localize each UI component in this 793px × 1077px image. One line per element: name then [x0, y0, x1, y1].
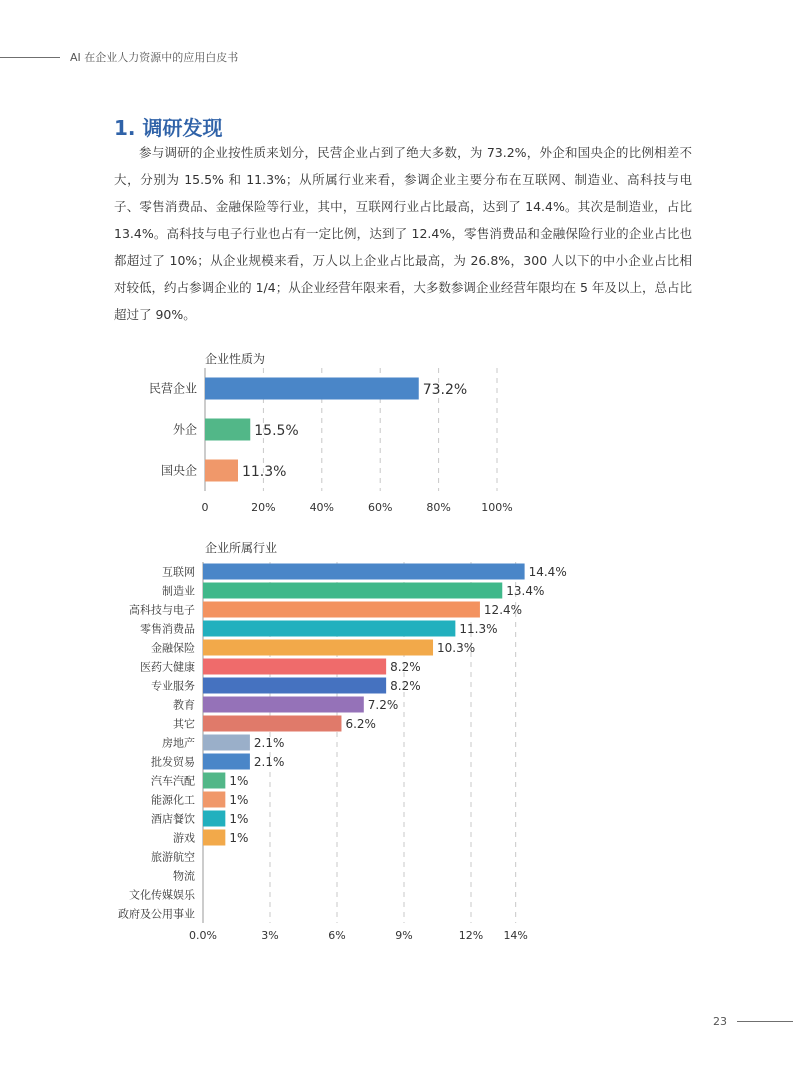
- header-title: AI 在企业人力资源中的应用白皮书: [70, 51, 239, 64]
- bar: [203, 830, 225, 846]
- bar: [203, 811, 225, 827]
- category-label: 政府及公用事业: [118, 907, 195, 921]
- data-label: 2.1%: [253, 736, 285, 751]
- data-label: 10.3%: [437, 641, 476, 656]
- data-label: 1%: [229, 774, 249, 789]
- body-paragraph: 参与调研的企业按性质来划分，民营企业占到了绝大多数，为 73.2%，外企和国央企的比例相差不大，分别为 15.5% 和 11.3%；从所属行业来看，参调企业主要分布在互联网、制造业、高科技与电子、零售消费品、金融保险等行业，其中，互联网行业占比最高，达到了 14.4%。其次是制造业，占比 13.4%。高科技与电子行业也占有一定比例，达到了 12.4%，零售消费品和金融保险行业的企业占比也都超过了 10%；从企业规模来看，万人以上企业占比最高，为 26.8%，300 人以下的中小企业占比相对较低，约占参调企业的 1/4；从企业经营年限来看，大多数参调企业经营年限均在 5 年及以上，总占比超过了 90%。: [114, 145, 692, 322]
- page-number: 23: [713, 1015, 727, 1028]
- x-tick-label: 0.0%: [189, 929, 217, 942]
- bar: [203, 583, 502, 599]
- bar: [203, 564, 525, 580]
- data-label: 13.4%: [506, 584, 545, 599]
- bar: [203, 716, 341, 732]
- data-label: 8.2%: [390, 679, 421, 694]
- x-tick-label: 9%: [395, 929, 413, 942]
- bar: [203, 735, 250, 751]
- data-label: 2.1%: [253, 755, 285, 770]
- bar: [203, 754, 250, 770]
- category-label: 教育: [173, 698, 195, 712]
- bar: [203, 640, 433, 656]
- bar: [205, 378, 419, 400]
- x-tick-label: 12%: [458, 929, 484, 942]
- data-label: 6.2%: [345, 717, 376, 732]
- bar: [203, 659, 386, 675]
- data-label: 15.5%: [254, 422, 299, 439]
- data-label: 1%: [229, 793, 249, 808]
- bar: [203, 602, 480, 618]
- category-label: 文化传媒娱乐: [129, 888, 195, 902]
- x-tick-label: 20%: [251, 501, 276, 514]
- x-tick-label: 80%: [426, 501, 451, 514]
- category-label: 外企: [172, 422, 197, 437]
- category-label: 金融保险: [151, 641, 195, 655]
- category-label: 旅游航空: [151, 850, 195, 864]
- chart-title-company-nature: 企业性质为: [205, 352, 266, 366]
- section-heading: 1. 调研发现: [114, 116, 223, 140]
- category-label: 互联网: [162, 565, 195, 579]
- data-label: 11.3%: [241, 463, 287, 480]
- data-label: 1%: [229, 831, 249, 846]
- category-label: 汽车汽配: [151, 774, 195, 788]
- bar: [205, 419, 250, 441]
- data-label: 12.4%: [483, 603, 523, 618]
- x-tick-label: 3%: [261, 929, 279, 942]
- category-label: 物流: [173, 869, 195, 883]
- x-tick-label: 40%: [309, 501, 335, 514]
- chart-title-industry: 企业所属行业: [205, 541, 278, 555]
- category-label: 医药大健康: [140, 660, 195, 674]
- footer-rule: [737, 1021, 793, 1022]
- bar: [203, 792, 225, 808]
- category-label: 制造业: [162, 584, 195, 598]
- category-label: 酒店餐饮: [151, 812, 195, 826]
- data-label: 8.2%: [390, 660, 421, 675]
- category-label: 国央企: [160, 463, 197, 478]
- category-label: 房地产: [162, 736, 195, 750]
- category-label: 民营企业: [148, 381, 197, 396]
- category-label: 专业服务: [151, 679, 195, 693]
- bar: [203, 678, 386, 694]
- bar: [205, 460, 238, 482]
- chart-company-nature: [0, 360, 793, 520]
- x-tick-label: 100%: [481, 501, 513, 514]
- header-rule: [0, 57, 60, 58]
- data-label: 11.3%: [459, 622, 498, 637]
- category-label: 其它: [173, 717, 195, 731]
- data-label: 73.2%: [422, 381, 468, 398]
- x-tick-label: 0: [201, 501, 209, 514]
- data-label: 7.2%: [367, 698, 399, 713]
- category-label: 零售消费品: [140, 622, 195, 636]
- data-label: 14.4%: [528, 565, 567, 580]
- category-label: 高科技与电子: [129, 603, 195, 617]
- x-tick-label: 60%: [367, 501, 393, 514]
- bar: [203, 697, 364, 713]
- category-label: 游戏: [173, 831, 195, 845]
- bar: [203, 621, 455, 637]
- x-tick-label: 14%: [503, 929, 528, 942]
- bar: [203, 773, 225, 789]
- chart-industry: [0, 550, 793, 950]
- category-label: 能源化工: [151, 793, 195, 807]
- category-label: 批发贸易: [151, 755, 195, 769]
- x-tick-label: 6%: [328, 929, 346, 942]
- data-label: 1%: [229, 812, 249, 827]
